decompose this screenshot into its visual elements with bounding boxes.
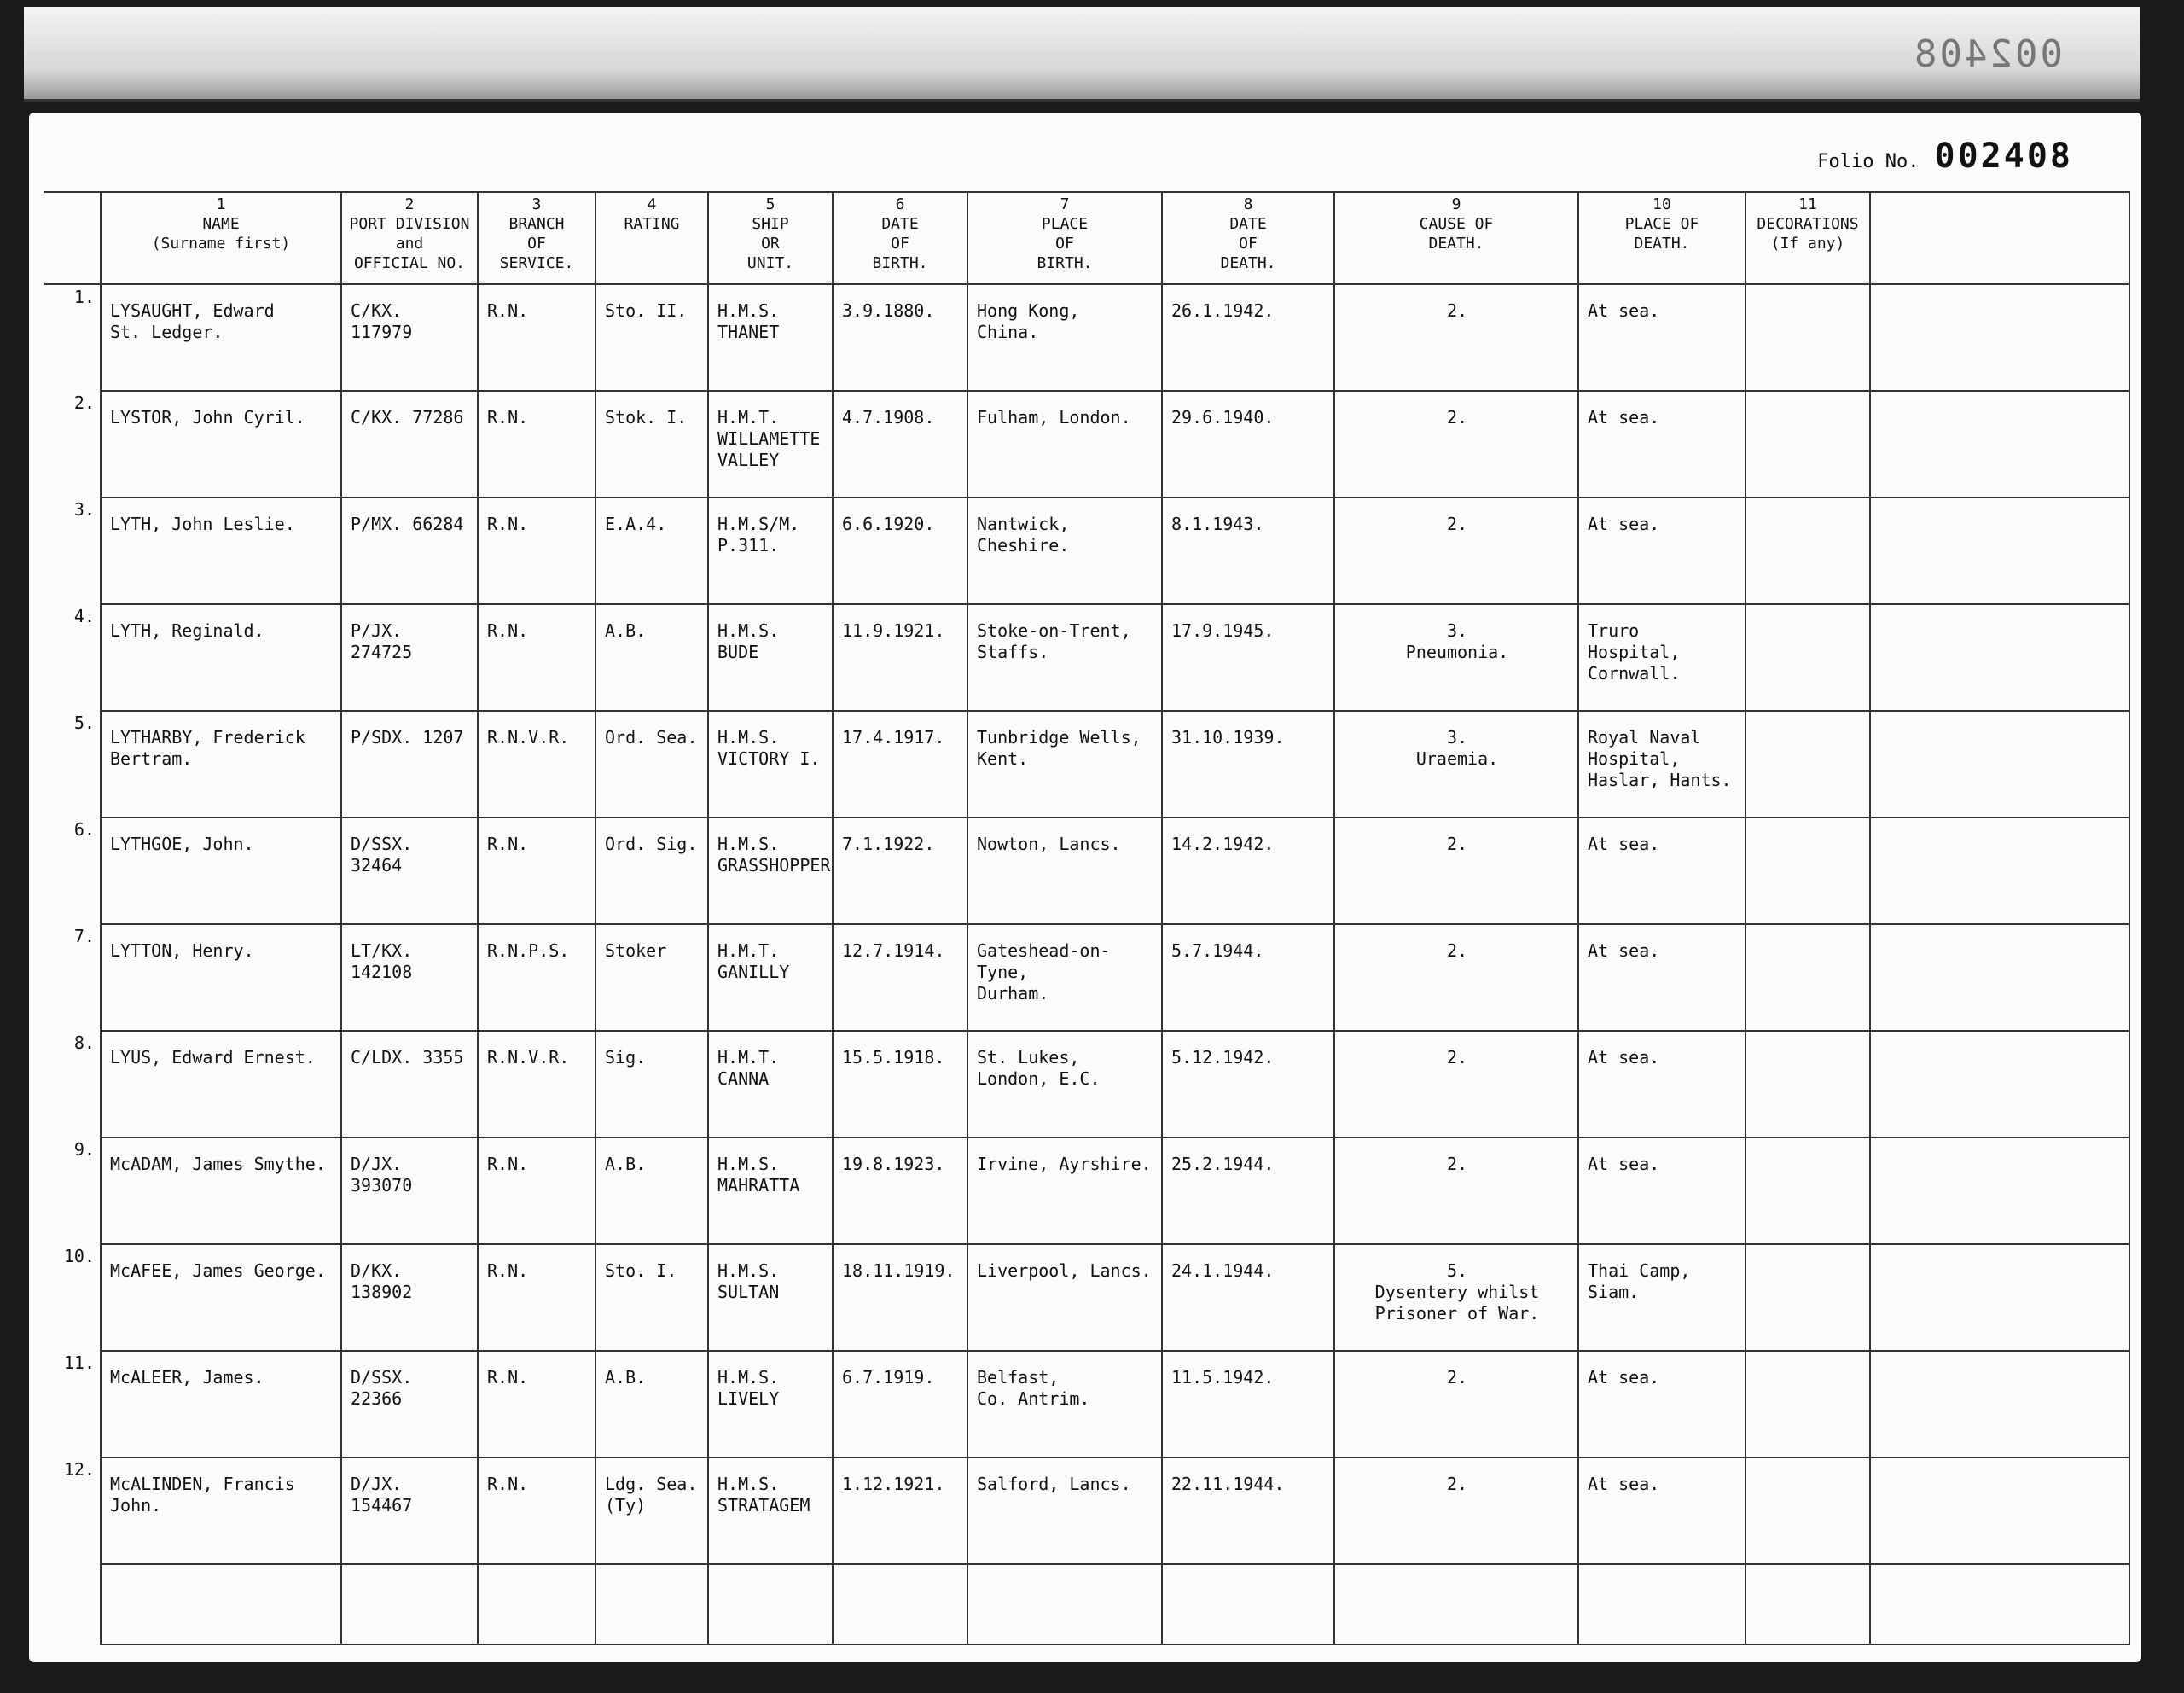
cell-pob: Salford, Lancs. <box>967 1457 1162 1564</box>
cell-blank <box>1870 284 2129 391</box>
footer-cell <box>1162 1564 1334 1644</box>
table-row <box>44 924 2129 1031</box>
cell-official: P/JX. 274725 <box>341 604 478 711</box>
cell-branch: R.N. <box>478 391 595 497</box>
casualty-register-table <box>44 191 2130 1645</box>
cell-name: LYTTON, Henry. <box>101 924 341 1031</box>
cell-pob: Gateshead-on- Tyne, Durham. <box>967 924 1162 1031</box>
cell-cause: 2. <box>1334 391 1578 497</box>
cell-rating: E.A.4. <box>595 497 708 604</box>
cell-pod: At sea. <box>1578 497 1745 604</box>
blank-column-header <box>1870 192 2129 284</box>
cell-dob: 6.6.1920. <box>833 497 967 604</box>
column-number: 10 <box>1653 195 1671 213</box>
cell-decorations <box>1745 391 1870 497</box>
cell-decorations <box>1745 1457 1870 1564</box>
cell-pob: Hong Kong, China. <box>967 284 1162 391</box>
cell-name: LYSAUGHT, Edward St. Ledger. <box>101 284 341 391</box>
cell-rating: Sto. II. <box>595 284 708 391</box>
header-row <box>44 192 2129 284</box>
cell-ship: H.M.S. GRASSHOPPER <box>708 817 833 924</box>
cell-rating: A.B. <box>595 1137 708 1244</box>
cell-official: C/LDX. 3355 <box>341 1031 478 1137</box>
table-row <box>44 817 2129 924</box>
cell-dob: 19.8.1923. <box>833 1137 967 1244</box>
cell-dod: 24.1.1944. <box>1162 1244 1334 1351</box>
cell-name: LYUS, Edward Ernest. <box>101 1031 341 1137</box>
cell-branch: R.N. <box>478 817 595 924</box>
cell-dod: 17.9.1945. <box>1162 604 1334 711</box>
cell-cause: 2. <box>1334 1031 1578 1137</box>
cell-branch: R.N.V.R. <box>478 711 595 817</box>
cell-blank <box>1870 924 2129 1031</box>
row-number: 8. <box>44 1031 101 1137</box>
cell-pod: Thai Camp, Siam. <box>1578 1244 1745 1351</box>
cell-pod: At sea. <box>1578 817 1745 924</box>
cell-dob: 12.7.1914. <box>833 924 967 1031</box>
column-number: 7 <box>1060 195 1070 213</box>
cell-dod: 8.1.1943. <box>1162 497 1334 604</box>
column-title: DECORATIONS (If any) <box>1757 215 1859 253</box>
cell-dod: 5.7.1944. <box>1162 924 1334 1031</box>
cell-name: LYTHARBY, Frederick Bertram. <box>101 711 341 817</box>
row-number: 9. <box>44 1137 101 1244</box>
column-header-2 <box>341 192 478 284</box>
table-row <box>44 1137 2129 1244</box>
cell-official: D/SSX. 32464 <box>341 817 478 924</box>
cell-branch: R.N. <box>478 284 595 391</box>
cell-branch: R.N.V.R. <box>478 1031 595 1137</box>
cell-decorations <box>1745 604 1870 711</box>
cell-branch: R.N. <box>478 604 595 711</box>
cell-pob: Irvine, Ayrshire. <box>967 1137 1162 1244</box>
cell-branch: R.N. <box>478 1351 595 1457</box>
cell-ship: H.M.S. VICTORY I. <box>708 711 833 817</box>
empty-footer-row <box>44 1564 2129 1644</box>
cell-dod: 5.12.1942. <box>1162 1031 1334 1137</box>
column-title: PORT DIVISION and OFFICIAL NO. <box>349 215 470 272</box>
cell-cause: 2. <box>1334 1457 1578 1564</box>
cell-cause: 2. <box>1334 1137 1578 1244</box>
cell-name: LYTH, John Leslie. <box>101 497 341 604</box>
cell-ship: H.M.S. STRATAGEM <box>708 1457 833 1564</box>
cell-dob: 1.12.1921. <box>833 1457 967 1564</box>
folio-label: Folio No. <box>1817 151 1920 172</box>
table-row <box>44 1244 2129 1351</box>
row-number: 12. <box>44 1457 101 1564</box>
column-header-1 <box>101 192 341 284</box>
cell-dod: 26.1.1942. <box>1162 284 1334 391</box>
cell-pod: Truro Hospital, Cornwall. <box>1578 604 1745 711</box>
cell-ship: H.M.S. MAHRATTA <box>708 1137 833 1244</box>
cell-pob: Tunbridge Wells, Kent. <box>967 711 1162 817</box>
cell-blank <box>1870 604 2129 711</box>
cell-ship: H.M.S/M. P.311. <box>708 497 833 604</box>
table-row <box>44 497 2129 604</box>
footer-cell <box>967 1564 1162 1644</box>
cell-rating: Ord. Sea. <box>595 711 708 817</box>
cell-ship: H.M.S. THANET <box>708 284 833 391</box>
row-number: 1. <box>44 284 101 391</box>
column-header-8 <box>1162 192 1334 284</box>
table-row <box>44 391 2129 497</box>
cell-dod: 29.6.1940. <box>1162 391 1334 497</box>
cell-cause: 2. <box>1334 284 1578 391</box>
row-number: 7. <box>44 924 101 1031</box>
column-header-3 <box>478 192 595 284</box>
row-number: 6. <box>44 817 101 924</box>
column-number: 4 <box>647 195 657 213</box>
cell-branch: R.N. <box>478 497 595 604</box>
footer-cell <box>44 1564 101 1644</box>
cell-pod: At sea. <box>1578 391 1745 497</box>
cell-official: P/MX. 66284 <box>341 497 478 604</box>
column-header-9 <box>1334 192 1578 284</box>
table-row <box>44 1351 2129 1457</box>
cell-rating: Ldg. Sea. (Ty) <box>595 1457 708 1564</box>
cell-dob: 15.5.1918. <box>833 1031 967 1137</box>
cell-pob: Liverpool, Lancs. <box>967 1244 1162 1351</box>
cell-pob: Fulham, London. <box>967 391 1162 497</box>
cell-blank <box>1870 1137 2129 1244</box>
cell-pod: At sea. <box>1578 924 1745 1031</box>
column-number: 6 <box>895 195 905 213</box>
cell-branch: R.N. <box>478 1137 595 1244</box>
cell-rating: Sig. <box>595 1031 708 1137</box>
cell-official: P/SDX. 1207 <box>341 711 478 817</box>
cell-decorations <box>1745 497 1870 604</box>
cell-official: LT/KX. 142108 <box>341 924 478 1031</box>
cell-dob: 4.7.1908. <box>833 391 967 497</box>
cell-cause: 2. <box>1334 497 1578 604</box>
footer-cell <box>1870 1564 2129 1644</box>
cell-decorations <box>1745 924 1870 1031</box>
cell-blank <box>1870 711 2129 817</box>
cell-ship: H.M.S. SULTAN <box>708 1244 833 1351</box>
cell-pod: Royal Naval Hospital, Haslar, Hants. <box>1578 711 1745 817</box>
table-row <box>44 711 2129 817</box>
cell-branch: R.N.P.S. <box>478 924 595 1031</box>
footer-cell <box>1334 1564 1578 1644</box>
cell-pod: At sea. <box>1578 284 1745 391</box>
footer-cell <box>478 1564 595 1644</box>
cell-blank <box>1870 817 2129 924</box>
cell-official: C/KX. 77286 <box>341 391 478 497</box>
footer-cell <box>708 1564 833 1644</box>
cell-official: D/JX. 393070 <box>341 1137 478 1244</box>
cell-name: LYTH, Reginald. <box>101 604 341 711</box>
cell-dob: 17.4.1917. <box>833 711 967 817</box>
cell-name: McAFEE, James George. <box>101 1244 341 1351</box>
column-header-6 <box>833 192 967 284</box>
cell-cause: 2. <box>1334 1351 1578 1457</box>
column-title: DATE OF DEATH. <box>1220 215 1276 272</box>
footer-cell <box>341 1564 478 1644</box>
row-number: 4. <box>44 604 101 711</box>
column-header-7 <box>967 192 1162 284</box>
column-number: 8 <box>1243 195 1253 213</box>
cell-decorations <box>1745 1244 1870 1351</box>
row-number: 3. <box>44 497 101 604</box>
column-title: BRANCH OF SERVICE. <box>499 215 574 272</box>
cell-blank <box>1870 1244 2129 1351</box>
cell-official: D/JX. 154467 <box>341 1457 478 1564</box>
cell-ship: H.M.S. BUDE <box>708 604 833 711</box>
cell-official: D/KX. 138902 <box>341 1244 478 1351</box>
cell-rating: Stoker <box>595 924 708 1031</box>
column-title: RATING <box>624 215 680 233</box>
column-title: NAME (Surname first) <box>151 215 291 253</box>
cell-cause: 3. Pneumonia. <box>1334 604 1578 711</box>
cell-decorations <box>1745 711 1870 817</box>
mirrored-folio-stamp: 002408 <box>1912 32 2063 76</box>
column-number: 1 <box>216 195 226 213</box>
cell-dob: 7.1.1922. <box>833 817 967 924</box>
row-number: 11. <box>44 1351 101 1457</box>
column-number: 3 <box>531 195 542 213</box>
header-row-number <box>44 192 101 284</box>
footer-cell <box>1745 1564 1870 1644</box>
cell-pod: At sea. <box>1578 1031 1745 1137</box>
cell-pob: Nantwick, Cheshire. <box>967 497 1162 604</box>
cell-cause: 5. Dysentery whilst Prisoner of War. <box>1334 1244 1578 1351</box>
row-number: 5. <box>44 711 101 817</box>
cell-pob: St. Lukes, London, E.C. <box>967 1031 1162 1137</box>
cell-blank <box>1870 391 2129 497</box>
cell-rating: Sto. I. <box>595 1244 708 1351</box>
column-number: 5 <box>765 195 775 213</box>
cell-name: LYTHGOE, John. <box>101 817 341 924</box>
cell-rating: A.B. <box>595 1351 708 1457</box>
cell-decorations <box>1745 284 1870 391</box>
row-number: 2. <box>44 391 101 497</box>
column-title: CAUSE OF DEATH. <box>1419 215 1494 253</box>
cell-branch: R.N. <box>478 1457 595 1564</box>
column-number: 2 <box>404 195 415 213</box>
row-number: 10. <box>44 1244 101 1351</box>
cell-ship: H.M.T. WILLAMETTE VALLEY <box>708 391 833 497</box>
cell-blank <box>1870 497 2129 604</box>
cell-decorations <box>1745 817 1870 924</box>
register-sheet <box>29 113 2141 1662</box>
table-row <box>44 1457 2129 1564</box>
cell-dod: 14.2.1942. <box>1162 817 1334 924</box>
table-row <box>44 1031 2129 1137</box>
cell-cause: 2. <box>1334 817 1578 924</box>
cell-rating: Stok. I. <box>595 391 708 497</box>
cell-pod: At sea. <box>1578 1137 1745 1244</box>
cell-pod: At sea. <box>1578 1457 1745 1564</box>
table-row <box>44 604 2129 711</box>
table-row <box>44 284 2129 391</box>
cell-pob: Stoke-on-Trent, Staffs. <box>967 604 1162 711</box>
column-title: DATE OF BIRTH. <box>872 215 928 272</box>
column-title: SHIP OR UNIT. <box>746 215 794 272</box>
cell-ship: H.M.T. CANNA <box>708 1031 833 1137</box>
cell-cause: 3. Uraemia. <box>1334 711 1578 817</box>
register-rows <box>44 284 2129 1644</box>
folio-number <box>1817 137 2073 176</box>
cell-dob: 3.9.1880. <box>833 284 967 391</box>
cell-name: McALEER, James. <box>101 1351 341 1457</box>
cell-name: LYSTOR, John Cyril. <box>101 391 341 497</box>
cell-pob: Belfast, Co. Antrim. <box>967 1351 1162 1457</box>
cell-rating: A.B. <box>595 604 708 711</box>
cell-dod: 31.10.1939. <box>1162 711 1334 817</box>
cell-pod: At sea. <box>1578 1351 1745 1457</box>
column-header-4 <box>595 192 708 284</box>
cell-pob: Nowton, Lancs. <box>967 817 1162 924</box>
cell-name: McALINDEN, Francis John. <box>101 1457 341 1564</box>
cell-cause: 2. <box>1334 924 1578 1031</box>
column-title: PLACE OF DEATH. <box>1624 215 1699 253</box>
cell-ship: H.M.S. LIVELY <box>708 1351 833 1457</box>
cell-dod: 11.5.1942. <box>1162 1351 1334 1457</box>
cell-dod: 22.11.1944. <box>1162 1457 1334 1564</box>
cell-blank <box>1870 1457 2129 1564</box>
column-number: 11 <box>1798 195 1817 213</box>
footer-cell <box>1578 1564 1745 1644</box>
folio-value: 002408 <box>1934 137 2073 176</box>
cell-decorations <box>1745 1137 1870 1244</box>
cell-dob: 11.9.1921. <box>833 604 967 711</box>
film-roll-edge <box>24 7 2140 102</box>
cell-rating: Ord. Sig. <box>595 817 708 924</box>
footer-cell <box>101 1564 341 1644</box>
column-number: 9 <box>1451 195 1461 213</box>
footer-cell <box>595 1564 708 1644</box>
column-title: PLACE OF BIRTH. <box>1037 215 1093 272</box>
cell-blank <box>1870 1351 2129 1457</box>
column-header-5 <box>708 192 833 284</box>
column-header-10 <box>1578 192 1745 284</box>
cell-dod: 25.2.1944. <box>1162 1137 1334 1244</box>
cell-official: C/KX. 117979 <box>341 284 478 391</box>
cell-branch: R.N. <box>478 1244 595 1351</box>
cell-name: McADAM, James Smythe. <box>101 1137 341 1244</box>
cell-official: D/SSX. 22366 <box>341 1351 478 1457</box>
footer-cell <box>833 1564 967 1644</box>
cell-ship: H.M.T. GANILLY <box>708 924 833 1031</box>
cell-blank <box>1870 1031 2129 1137</box>
cell-dob: 18.11.1919. <box>833 1244 967 1351</box>
cell-dob: 6.7.1919. <box>833 1351 967 1457</box>
cell-decorations <box>1745 1351 1870 1457</box>
cell-decorations <box>1745 1031 1870 1137</box>
column-header-11 <box>1745 192 1870 284</box>
